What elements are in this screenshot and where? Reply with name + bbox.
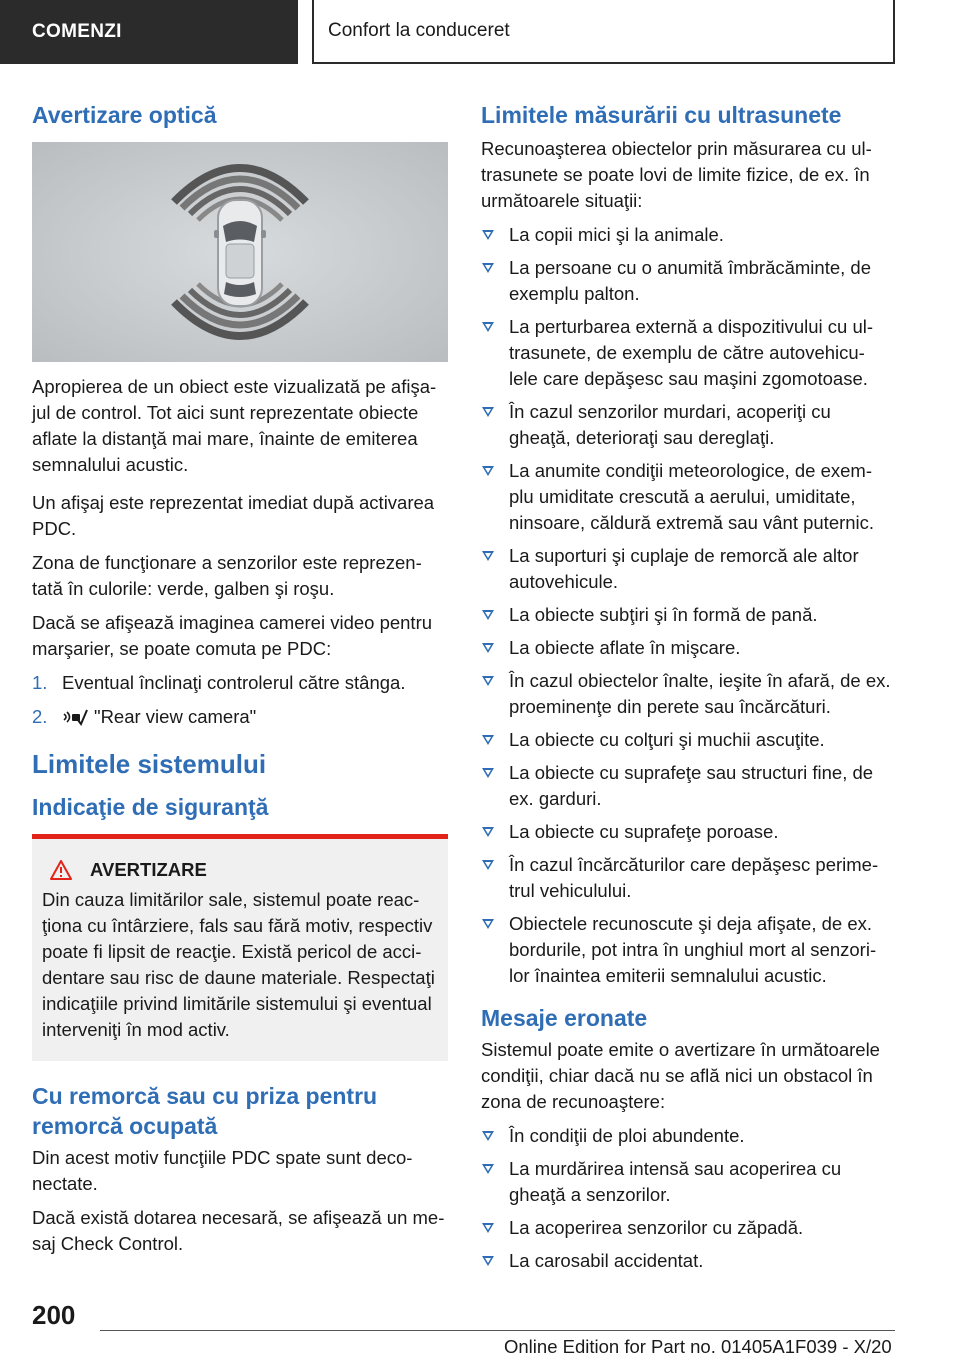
list-item xyxy=(481,1156,893,1208)
step-number: 2. xyxy=(32,706,48,727)
bullet-triangle-icon xyxy=(482,676,494,686)
paragraph-optical-2: Un afişaj este reprezentat imediat după activarea PDC. xyxy=(32,492,435,539)
list-item xyxy=(481,399,893,451)
list-item-text: Obiectele recunoscute şi deja afişate, de ex. bordurile, pot intra în unghiul mort al senzori‐lor înaintea emiterii semnalului acustic. xyxy=(509,913,877,986)
car-top-view-icon xyxy=(32,142,448,362)
list-item-text: La acoperirea senzorilor cu zăpadă. xyxy=(509,1217,804,1238)
list-item-text: La obiecte cu suprafeţe poroase. xyxy=(509,821,779,842)
heading-system-limits: Limitele sistemului xyxy=(32,749,267,779)
paragraph-trailer-1: Din acest motiv funcţiile PDC spate sunt deco‐nectate. xyxy=(32,1147,413,1194)
list-item xyxy=(481,543,893,595)
list-item xyxy=(481,1215,893,1241)
warning-title xyxy=(42,857,436,883)
bullet-triangle-icon xyxy=(482,860,494,870)
bullet-triangle-icon xyxy=(482,610,494,620)
bullet-triangle-icon xyxy=(482,1164,494,1174)
list-item-text: La suporturi şi cuplaje de remorcă ale altor autovehicule. xyxy=(509,545,859,592)
list-item xyxy=(32,670,448,696)
list-item-text: La obiecte cu colţuri şi muchii ascuţite. xyxy=(509,729,825,750)
bullet-triangle-icon xyxy=(482,643,494,653)
warning-box xyxy=(32,834,448,1061)
heading-ultrasonic-limits: Limitele măsurării cu ultrasunete xyxy=(481,102,842,128)
list-item xyxy=(481,727,893,753)
bullet-triangle-icon xyxy=(482,551,494,561)
bullet-triangle-icon xyxy=(482,1256,494,1266)
right-column xyxy=(481,100,893,1282)
bullet-triangle-icon xyxy=(482,230,494,240)
list-item-text: La carosabil accidentat. xyxy=(509,1250,704,1271)
list-item xyxy=(481,911,893,989)
heading-trailer: Cu remorcă sau cu priza pentru remorcă ocupată xyxy=(32,1083,378,1139)
list-item-text: În condiţii de ploi abundente. xyxy=(509,1125,745,1146)
list-item xyxy=(481,222,893,248)
list-item xyxy=(32,704,448,730)
footer-edition: Online Edition for Part no. 01405A1F039 - X/20 xyxy=(504,1336,892,1357)
bullet-triangle-icon xyxy=(482,466,494,476)
list-item-text: La anumite condiţii meteorologice, de exem‐plu umiditate crescută a aerului, umiditate, ninsoare, căldură extremă sau vânt puternic. xyxy=(509,460,875,533)
list-item-text: La copii mici şi la animale. xyxy=(509,224,724,245)
step-text: "Rear view camera" xyxy=(94,706,257,727)
step-number: 1. xyxy=(32,672,48,693)
bullet-triangle-icon xyxy=(482,735,494,745)
list-item-text: În cazul încărcăturilor care depăşesc perime‐trul vehiculului. xyxy=(509,854,879,901)
paragraph-optical-1: Apropierea de un obiect este vizualizată pe afişa‐jul de control. Tot aici sunt reprezentate obiecte aflate la distanţă mai mare, înainte de emiterea semnalului acustic. xyxy=(32,376,437,475)
list-item-text: La murdărirea intensă sau acoperirea cu gheaţă a senzorilor. xyxy=(509,1158,842,1205)
list-item xyxy=(481,668,893,720)
list-item xyxy=(481,1248,893,1274)
bullet-triangle-icon xyxy=(482,919,494,929)
list-item xyxy=(481,458,893,536)
warning-title-text: AVERTIZARE xyxy=(90,859,207,880)
heading-safety-note: Indicaţie de siguranţă xyxy=(32,794,269,820)
list-item xyxy=(481,852,893,904)
list-item-text: În cazul senzorilor murdari, acoperiţi cu gheaţă, deterioraţi sau dereglaţi. xyxy=(509,401,831,448)
bullet-triangle-icon xyxy=(482,1223,494,1233)
paragraph-ultrasonic-intro: Recunoaşterea obiectelor prin măsurarea cu ul‐trasunete se poate lovi de limite fizice, de ex. în următoarele situaţii: xyxy=(481,138,872,211)
list-item xyxy=(481,314,893,392)
step-text: Eventual înclinaţi controlerul către stânga. xyxy=(62,672,406,693)
list-item xyxy=(481,760,893,812)
bullet-triangle-icon xyxy=(482,322,494,332)
bullet-triangle-icon xyxy=(482,1131,494,1141)
ultrasonic-limits-list xyxy=(481,222,893,989)
list-item xyxy=(481,819,893,845)
rear-camera-pdc-icon xyxy=(62,708,88,726)
bullet-triangle-icon xyxy=(482,768,494,778)
list-item-text: La obiecte cu suprafeţe sau structuri fine, de ex. garduri. xyxy=(509,762,874,809)
paragraph-optical-4: Dacă se afişează imaginea camerei video pentru marşarier, se poate comuta pe PDC: xyxy=(32,612,433,659)
false-messages-list xyxy=(481,1123,893,1274)
chapter-title: Confort la conduceret xyxy=(312,0,895,64)
bullet-triangle-icon xyxy=(482,407,494,417)
warning-text: Din cauza limitărilor sale, sistemul poate reac‐ţiona cu întârziere, fals sau fără motiv, respectiv poate fi lipsit de reacţie. Există pericol de acci‐dentare sau risc de daune materiale. Respectaţi indicaţiile privind limitările sistemului şi eventual interveniţi în mod activ. xyxy=(42,889,435,1040)
list-item xyxy=(481,602,893,628)
pdc-illustration xyxy=(32,142,448,362)
list-item-text: La persoane cu o anumită îmbrăcăminte, de exemplu palton. xyxy=(509,257,871,304)
section-tab: COMENZI xyxy=(0,0,298,64)
bullet-triangle-icon xyxy=(482,827,494,837)
list-item-text: La obiecte aflate în mişcare. xyxy=(509,637,741,658)
steps-list xyxy=(32,670,448,730)
list-item xyxy=(481,255,893,307)
footer-divider xyxy=(100,1330,895,1331)
list-item-text: În cazul obiectelor înalte, ieşite în afară, de ex. proeminenţe din perete sau încărcături. xyxy=(509,670,891,717)
list-item xyxy=(481,1123,893,1149)
page-number: 200 xyxy=(32,1300,76,1330)
list-item xyxy=(481,635,893,661)
bullet-triangle-icon xyxy=(482,263,494,273)
list-item-text: La perturbarea externă a dispozitivului cu ul‐trasunete, de exemplu de către autovehicu‐lele care depăşesc sau maşini zgomotoase. xyxy=(509,316,874,389)
paragraph-trailer-2: Dacă există dotarea necesară, se afişează un me‐saj Check Control. xyxy=(32,1207,445,1254)
left-column xyxy=(32,100,448,1265)
heading-optical-warning: Avertizare optică xyxy=(32,102,217,128)
paragraph-optical-3: Zona de funcţionare a senzorilor este reprezen‐tată în culorile: verde, galben şi roşu. xyxy=(32,552,422,599)
warning-triangle-icon xyxy=(50,860,72,880)
paragraph-false-messages-intro: Sistemul poate emite o avertizare în următoarele condiţii, chiar dacă nu se află nici un obstacol în zona de recunoaştere: xyxy=(481,1039,880,1112)
heading-false-messages: Mesaje eronate xyxy=(481,1005,648,1031)
list-item-text: La obiecte subţiri şi în formă de pană. xyxy=(509,604,818,625)
